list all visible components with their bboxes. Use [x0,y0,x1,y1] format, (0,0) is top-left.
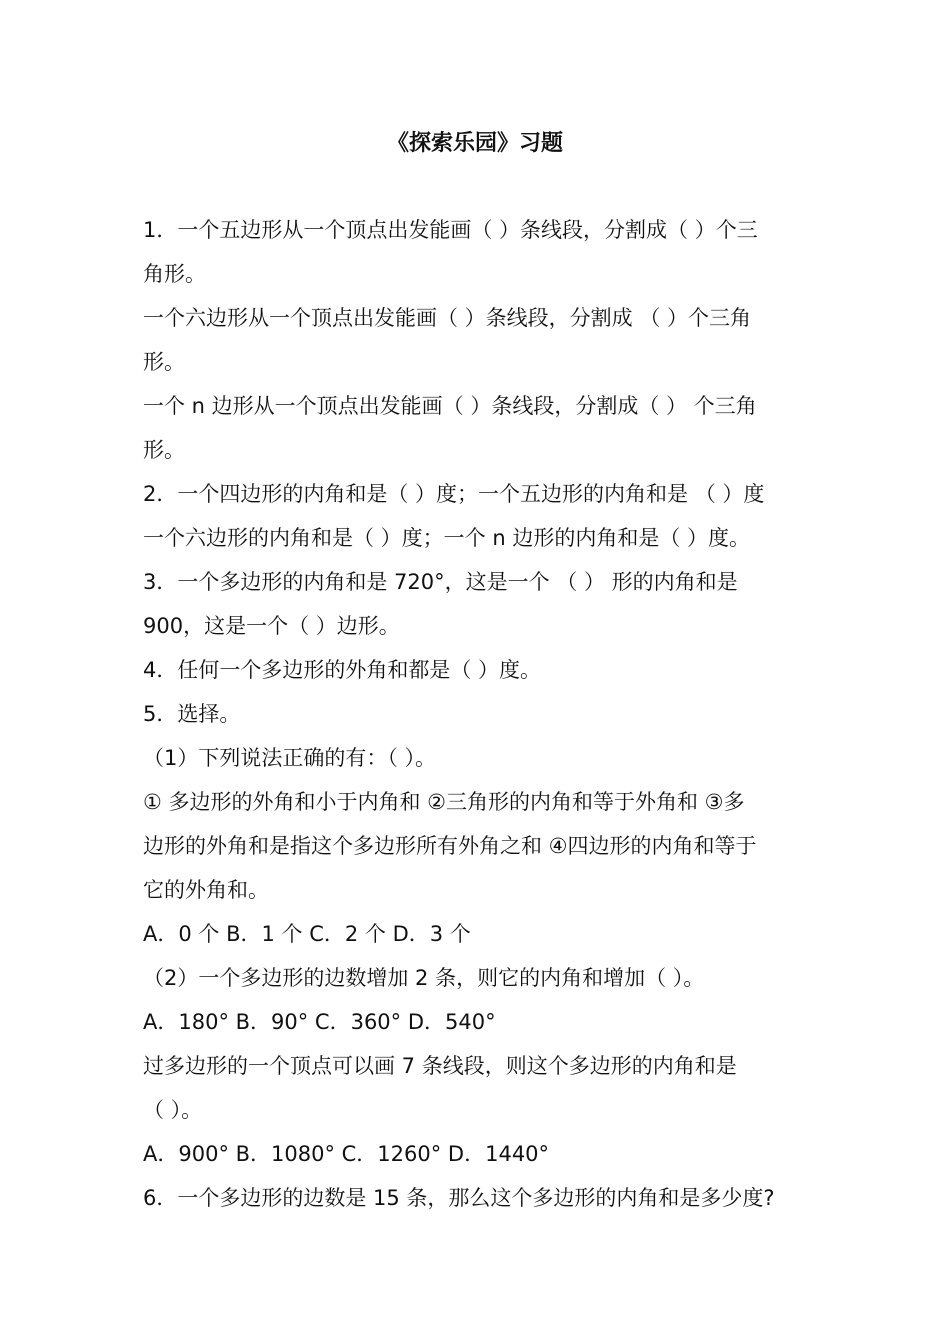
text-line: ① 多边形的外角和小于内角和 ②三角形的内角和等于外角和 ③多 [143,790,745,814]
text-line: 1．一个五边形从一个顶点出发能画（ ）条线段，分割成（ ）个三 [143,218,758,242]
text-line: 一个六边形的内角和是（ ）度；一个 n 边形的内角和是（ ）度。 [143,526,751,550]
text-line: 角形。 [143,262,206,286]
text-line: 过多边形的一个顶点可以画 7 条线段，则这个多边形的内角和是 [143,1054,737,1078]
text-line: 一个六边形从一个顶点出发能画（ ）条线段，分割成 （ ）个三角 [143,306,752,330]
text-line: 6．一个多边形的边数是 15 条，那么这个多边形的内角和是多少度? [143,1186,775,1210]
exercise-content [143,208,809,1220]
document-title: 《探索乐园》习题 [386,131,563,156]
text-line: 5．选择。 [143,702,241,726]
text-line: 形。 [143,350,185,374]
text-line: 4．任何一个多边形的外角和都是（ ）度。 [143,658,542,682]
text-line: 边形的外角和是指这个多边形所有外角之和 ④四边形的内角和等于 [143,834,757,858]
text-line: 900，这是一个（ ）边形。 [143,614,400,638]
text-line: A．900° B．1080° C．1260° D．1440° [143,1142,550,1166]
text-line: 形。 [143,438,185,462]
text-line: （1）下列说法正确的有：（ ）。 [143,746,437,770]
text-line: A．0 个 B．1 个 C．2 个 D．3 个 [143,922,471,946]
text-line: 它的外角和。 [143,878,269,902]
text-line: A．180° B．90° C．360° D．540° [143,1010,496,1034]
text-line: 一个 n 边形从一个顶点出发能画（ ）条线段，分割成（ ） 个三角 [143,394,757,418]
text-line: 3．一个多边形的内角和是 720°，这是一个 （ ） 形的内角和是 [143,570,738,594]
text-line: 2．一个四边形的内角和是（ ）度；一个五边形的内角和是 （ ）度 [143,482,765,506]
text-line: （2）一个多边形的边数增加 2 条，则它的内角和增加（ ）。 [143,966,705,990]
text-line: （ ）。 [143,1098,203,1122]
